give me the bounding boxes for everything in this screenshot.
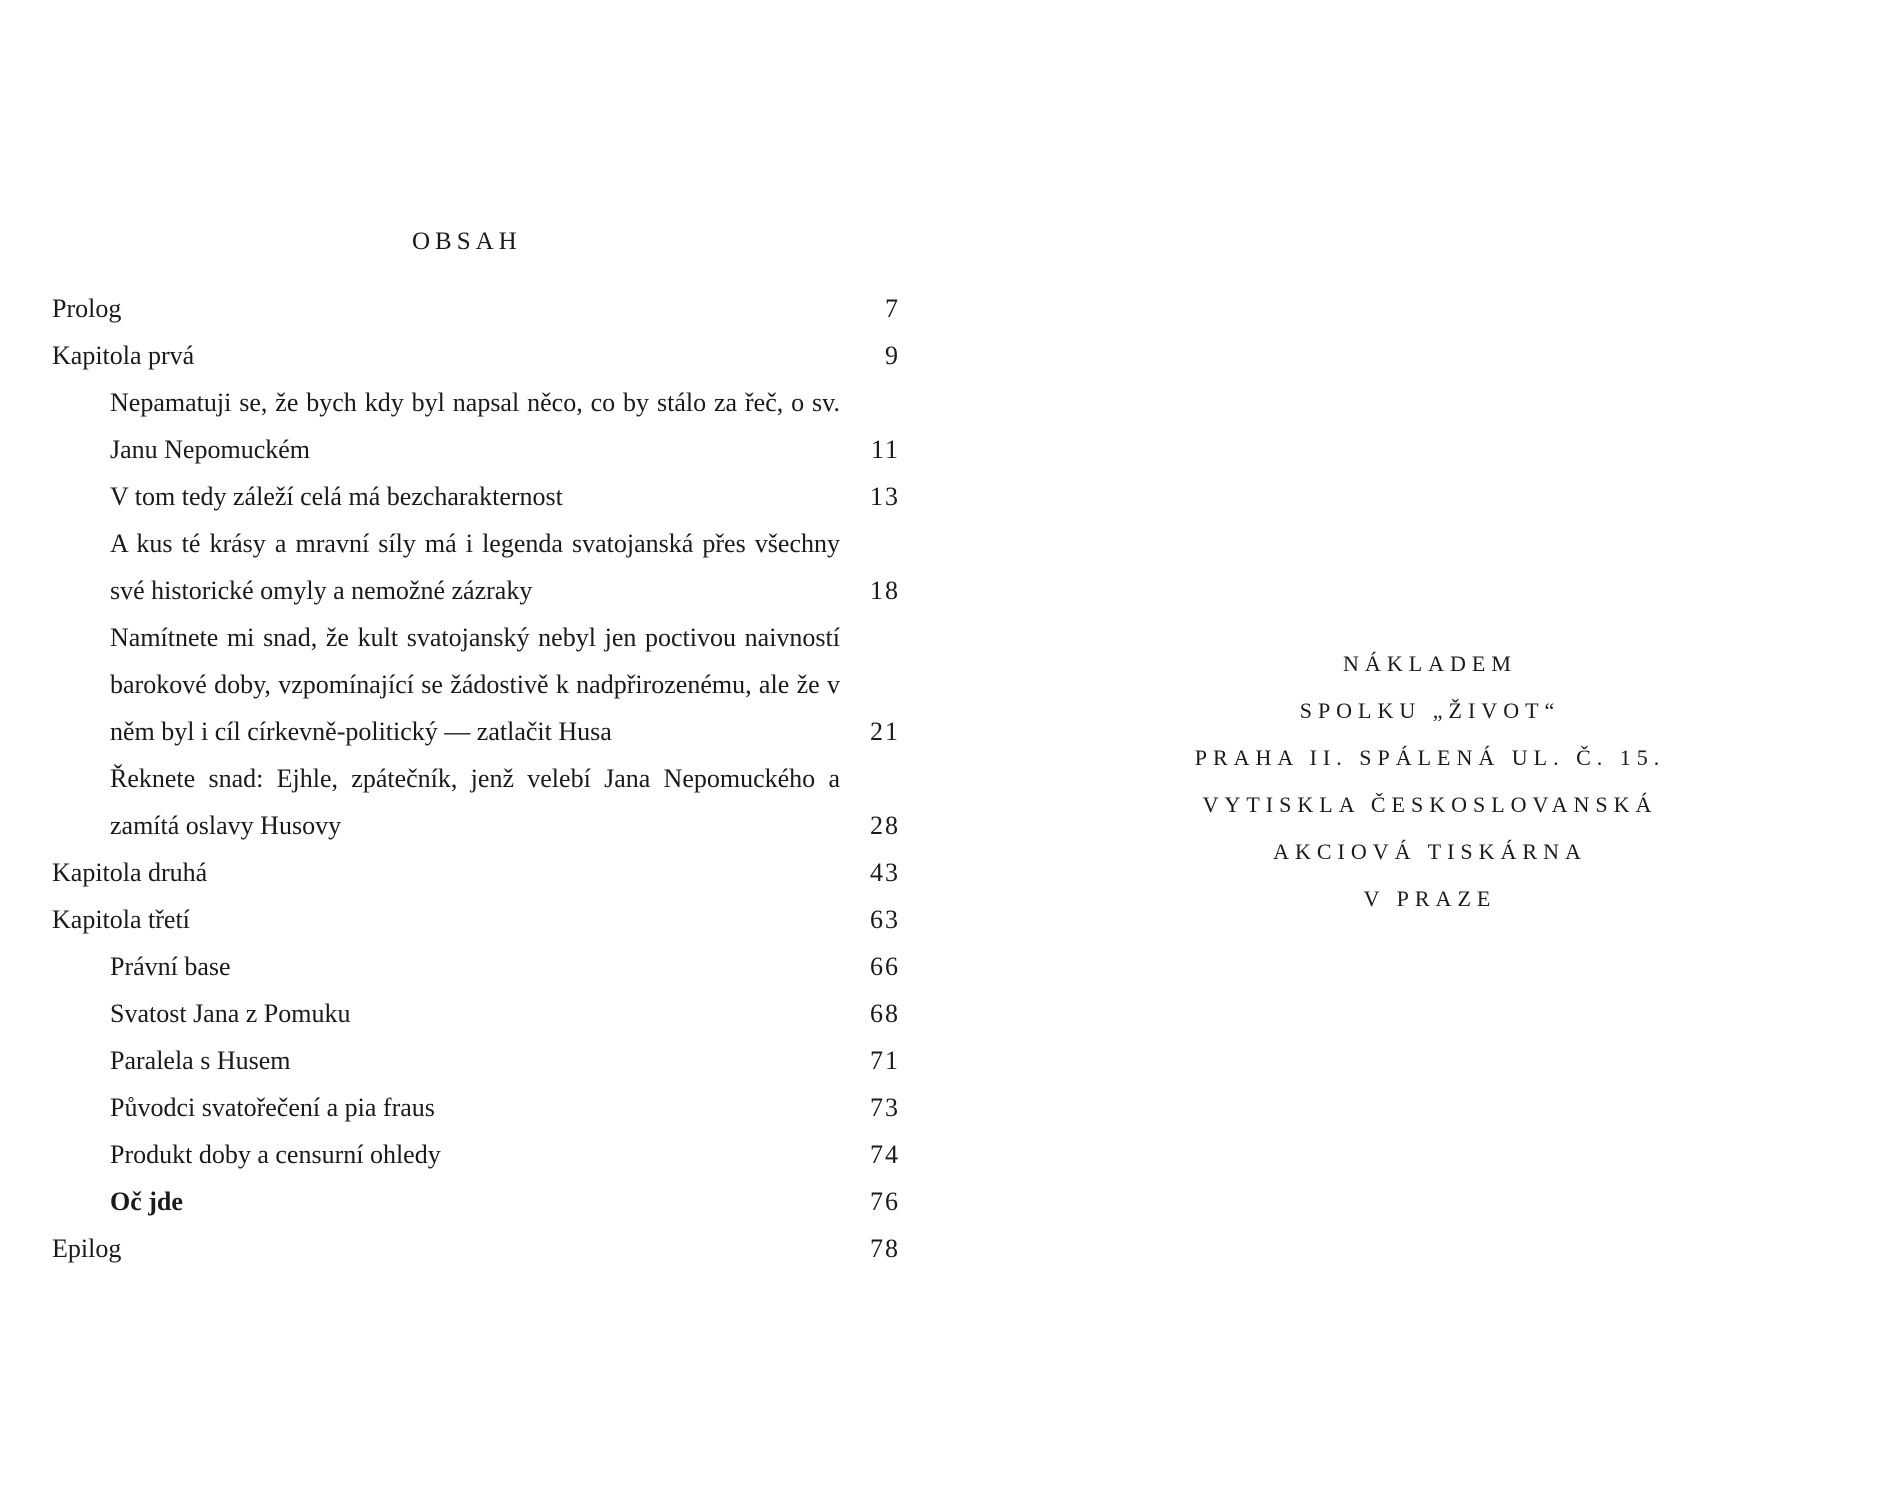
toc-entry-title: Kapitola druhá — [52, 858, 208, 887]
toc-entry — [0, 473, 960, 520]
toc-entry-title: Namítnete mi snad, že kult svatojanský nebyl jen poctivou naivností barokové doby, vzpomínající se žádostivě k nadpřirozenému, ale že v něm byl i cíl církevně-politický — zatlačit Husa — [110, 623, 840, 746]
toc-entry-page-number: 76 — [870, 1187, 900, 1216]
toc-entry-title: Kapitola prvá — [52, 341, 195, 370]
toc-entry-page-number: 66 — [870, 952, 900, 981]
toc-entry — [0, 1084, 960, 1131]
toc-entry — [0, 896, 960, 943]
toc-list — [0, 285, 960, 1272]
toc-entry-page-number: 18 — [870, 576, 900, 605]
toc-entry — [0, 379, 960, 473]
toc-entry — [0, 755, 960, 849]
toc-entry-title: Epilog — [52, 1234, 122, 1263]
toc-entry-page-number: 78 — [870, 1234, 900, 1263]
imprint-line: V PRAZE — [1363, 886, 1497, 911]
toc-entry-page-number: 13 — [870, 482, 900, 511]
toc-entry-page-number: 74 — [870, 1140, 900, 1169]
toc-entry — [0, 520, 960, 614]
toc-entry-page-number: 71 — [870, 1046, 900, 1075]
toc-entry-page-number: 43 — [870, 858, 900, 887]
toc-entry-page-number: 7 — [885, 294, 900, 323]
toc-entry-title: Oč jde — [110, 1187, 183, 1216]
toc-entry — [0, 332, 960, 379]
toc-entry-page-number: 9 — [885, 341, 900, 370]
toc-entry — [0, 1037, 960, 1084]
toc-entry — [0, 849, 960, 896]
toc-entry-title: Kapitola třetí — [52, 905, 190, 934]
toc-entry — [0, 285, 960, 332]
toc-entry-title: Původci svatořečení a pia fraus — [110, 1093, 435, 1122]
imprint-line: VYTISKLA ČESKOSLOVANSKÁ — [1202, 792, 1658, 817]
toc-entry-title: Prolog — [52, 294, 122, 323]
toc-entry — [0, 1178, 960, 1225]
toc-entry — [0, 1225, 960, 1272]
toc-entry — [0, 943, 960, 990]
toc-entry-page-number: 68 — [870, 999, 900, 1028]
toc-entry-title: Nepamatuji se, že bych kdy byl napsal něco, co by stálo za řeč, o sv. Janu Nepomuckém — [110, 388, 840, 464]
toc-entry-title: V tom tedy záleží celá má bezcharakternost — [110, 482, 563, 511]
imprint-line: SPOLKU „ŽIVOT“ — [1299, 698, 1561, 723]
toc-entry-page-number: 21 — [870, 717, 900, 746]
toc-entry — [0, 614, 960, 755]
toc-entry-title: Svatost Jana z Pomuku — [110, 999, 351, 1028]
toc-entry-title: Paralela s Husem — [110, 1046, 291, 1075]
toc-entry-title: A kus té krásy a mravní síly má i legenda svatojanská přes všechny své historické omyly a nemožné zázraky — [110, 529, 840, 605]
toc-title: OBSAH — [412, 228, 522, 255]
toc-entry-title: Produkt doby a censurní ohledy — [110, 1140, 441, 1169]
toc-entry-title: Řeknete snad: Ejhle, zpátečník, jenž velebí Jana Nepomuckého a zamítá oslavy Husovy — [110, 764, 840, 840]
toc-entry-page-number: 11 — [870, 435, 900, 464]
toc-entry-page-number: 73 — [870, 1093, 900, 1122]
imprint — [1170, 640, 1690, 922]
imprint-line: NÁKLADEM — [1343, 651, 1517, 676]
imprint-line: PRAHA II. SPÁLENÁ UL. Č. 15. — [1194, 745, 1666, 770]
imprint-line: AKCIOVÁ TISKÁRNA — [1273, 839, 1587, 864]
toc-entry — [0, 1131, 960, 1178]
toc-entry-page-number: 63 — [870, 905, 900, 934]
toc-entry-title: Právní base — [110, 952, 231, 981]
toc-entry-page-number: 28 — [870, 811, 900, 840]
toc-entry — [0, 990, 960, 1037]
